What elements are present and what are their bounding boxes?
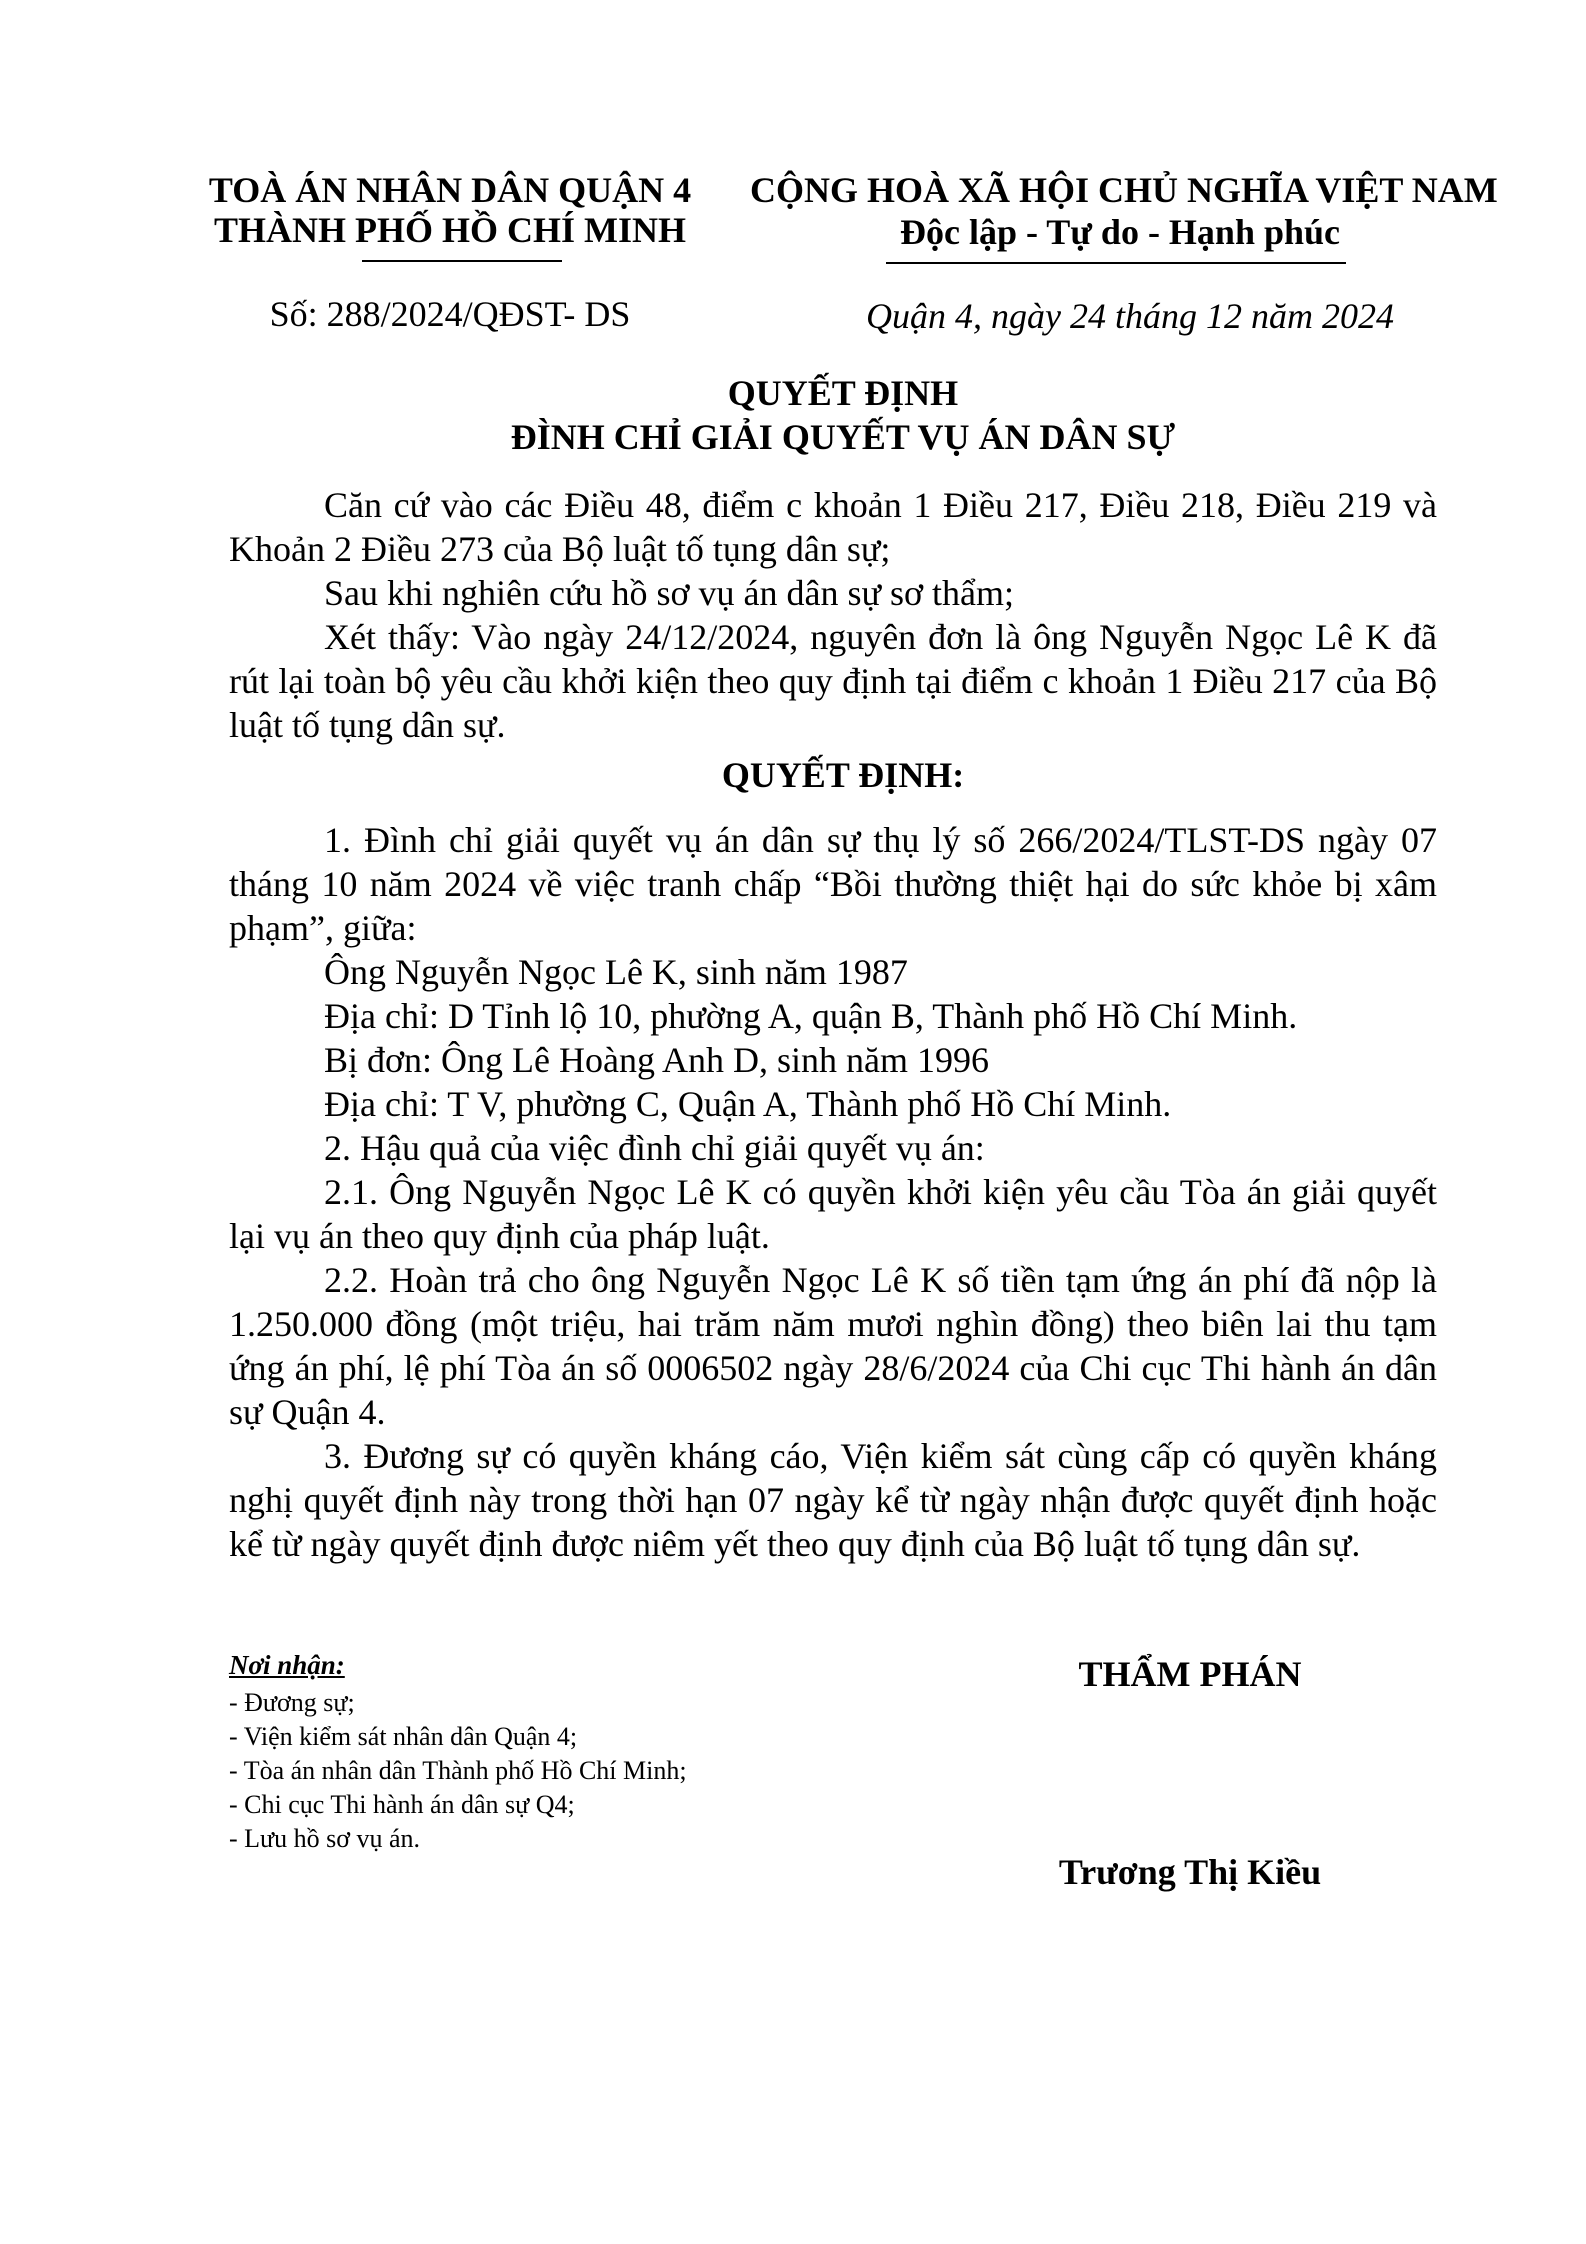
- signer-title: THẨM PHÁN: [1078, 1654, 1302, 1694]
- place-date: Quận 4, ngày 24 tháng 12 năm 2024: [866, 296, 1394, 336]
- court-name-line1: TOÀ ÁN NHÂN DÂN QUẬN 4: [208, 170, 692, 210]
- document-number: Số: 288/2024/QĐST- DS: [269, 294, 631, 334]
- recipient-item: - Lưu hồ sơ vụ án.: [229, 1824, 421, 1853]
- recipient-item: - Viện kiểm sát nhân dân Quận 4;: [229, 1722, 578, 1751]
- decision-item-2-1: 2.1. Ông Nguyễn Ngọc Lê K có quyền khởi kiện yêu cầu Tòa án giải quyết lại vụ án theo quy định của pháp luật.: [229, 1172, 1437, 1256]
- preamble-legal-basis: Căn cứ vào các Điều 48, điểm c khoản 1 Điều 217, Điều 218, Điều 219 và Khoản 2 Điều 273 của Bộ luật tố tụng dân sự;: [229, 485, 1437, 569]
- decision-item-2-2: 2.2. Hoàn trả cho ông Nguyễn Ngọc Lê K số tiền tạm ứng án phí đã nộp là 1.250.000 đồng (một triệu, hai trăm năm mươi nghìn đồng) theo biên lai thu tạm ứng án phí, lệ phí Tòa án số 0006502 ngày 28/6/2024 của Chi cục Thi hành án dân sự Quận 4.: [229, 1260, 1437, 1432]
- document-subtitle: ĐÌNH CHỈ GIẢI QUYẾT VỤ ÁN DÂN SỰ: [510, 417, 1176, 457]
- motto-underline: [886, 262, 1346, 264]
- decision-item-2: 2. Hậu quả của việc đình chỉ giải quyết vụ án:: [324, 1128, 985, 1168]
- plaintiff-info: Ông Nguyễn Ngọc Lê K, sinh năm 1987: [324, 952, 908, 992]
- court-underline: [362, 260, 562, 262]
- recipients-heading: Nơi nhận:: [229, 1650, 345, 1680]
- defendant-info: Bị đơn: Ông Lê Hoàng Anh D, sinh năm 1996: [324, 1040, 989, 1080]
- recipient-item: - Đương sự;: [229, 1688, 355, 1717]
- recipient-item: - Tòa án nhân dân Thành phố Hồ Chí Minh;: [229, 1756, 687, 1785]
- decision-heading: QUYẾT ĐỊNH:: [721, 755, 965, 795]
- signer-name: Trương Thị Kiều: [1058, 1852, 1322, 1892]
- plaintiff-address: Địa chỉ: D Tỉnh lộ 10, phường A, quận B, Thành phố Hồ Chí Minh.: [324, 996, 1298, 1036]
- defendant-address: Địa chỉ: T V, phường C, Quận A, Thành phố Hồ Chí Minh.: [324, 1084, 1172, 1124]
- court-name-line2: THÀNH PHỐ HỒ CHÍ MINH: [213, 210, 686, 250]
- recipient-item: - Chi cục Thi hành án dân sự Q4;: [229, 1790, 575, 1819]
- document-title: QUYẾT ĐỊNH: [727, 373, 959, 413]
- decision-item-3: 3. Đương sự có quyền kháng cáo, Viện kiểm sát cùng cấp có quyền kháng nghị quyết định này trong thời hạn 07 ngày kể từ ngày nhận được quyết định hoặc kể từ ngày quyết định được niêm yết theo quy định của Bộ luật tố tụng dân sự.: [229, 1436, 1437, 1564]
- decision-item-1: 1. Đình chỉ giải quyết vụ án dân sự thụ lý số 266/2024/TLST-DS ngày 07 tháng 10 năm 2024 về việc tranh chấp “Bồi thường thiệt hại do sức khỏe bị xâm phạm”, giữa:: [229, 820, 1437, 948]
- nation-name: CỘNG HOÀ XÃ HỘI CHỦ NGHĨA VIỆT NAM: [750, 170, 1498, 210]
- preamble-considering: Xét thấy: Vào ngày 24/12/2024, nguyên đơn là ông Nguyễn Ngọc Lê K đã rút lại toàn bộ yêu cầu khởi kiện theo quy định tại điểm c khoản 1 Điều 217 của Bộ luật tố tụng dân sự.: [229, 617, 1437, 745]
- preamble-case-review: Sau khi nghiên cứu hồ sơ vụ án dân sự sơ thẩm;: [324, 573, 1015, 613]
- national-motto: Độc lập - Tự do - Hạnh phúc: [899, 212, 1341, 252]
